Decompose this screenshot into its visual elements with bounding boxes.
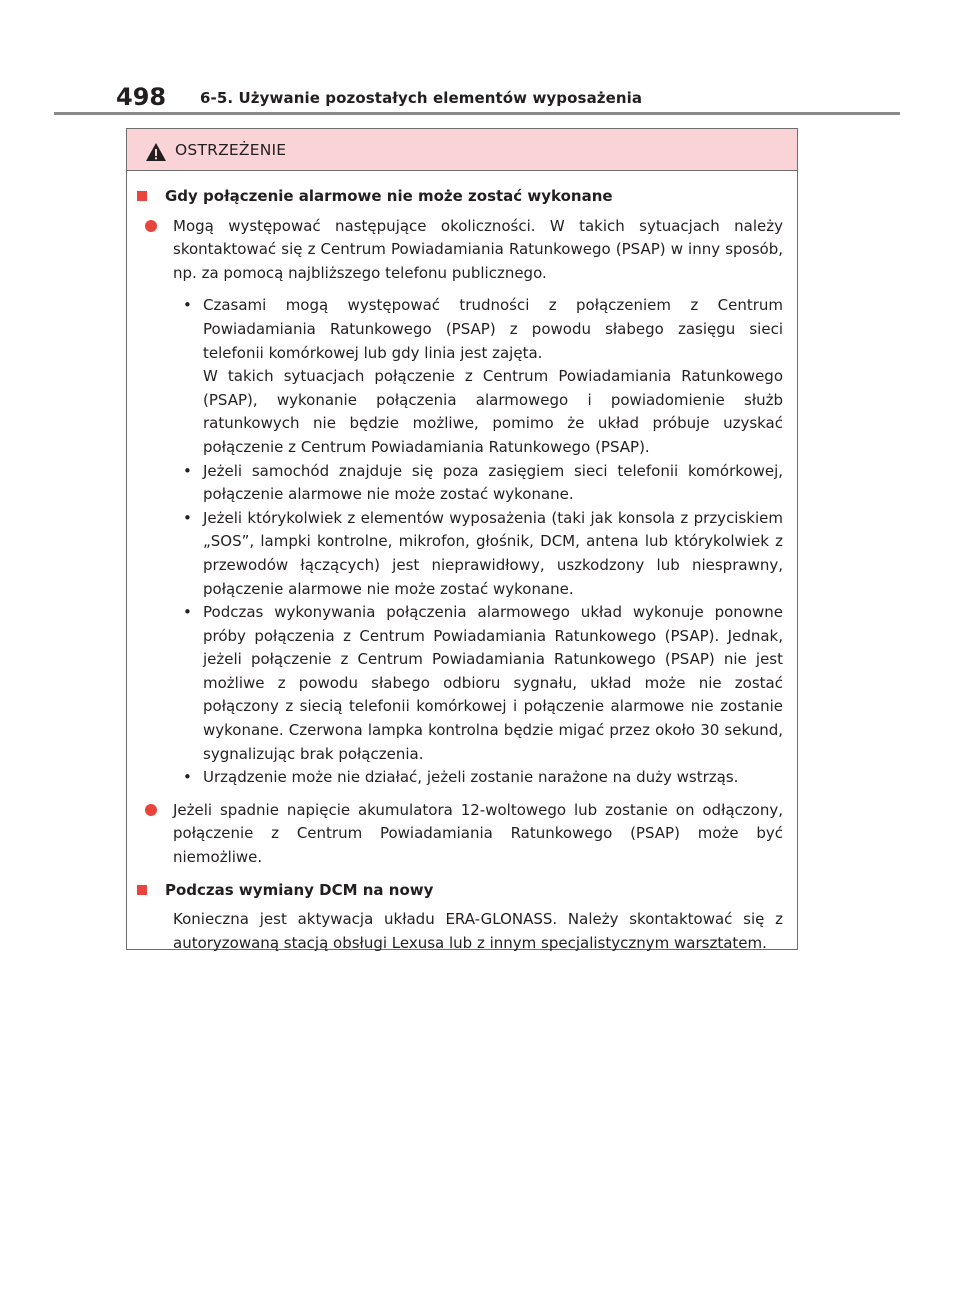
item-text: Mogą występować następujące okoliczności. W takich sytuacjach należy skontaktować się z Centrum Powiadamiania Ratunkowego (PSAP) w inny sposób, np. za pomocą najbliższego telefonu publicznego. [173, 216, 783, 282]
section-body: Konieczna jest aktywacja układu ERA-GLONASS. Należy skontaktować się z autoryzowaną stacją obsługi Lexusa lub z innym specjalistycznym warsztatem. [173, 910, 783, 952]
bullet-item: • Czasami mogą występować trudności z połączeniem z Centrum Powiadamiania Ratunkowego (PSAP) z powodu słabego zasięgu sieci telefonii komórkowej lub gdy linia jest zajęta. W takich sytuacjach połączenie z Centrum Powiadamiania Ratunkowego (PSAP), wykonanie połączenia alarmowego i powiadomienie służb ratunkowych nie będzie możliwe, pomimo że układ próbuje uzyskać połączenie z Centrum Powiadamiania Ratunkowego (PSAP). [183, 296, 783, 456]
page-header [116, 82, 900, 116]
bullet-item: • Jeżeli samochód znajduje się poza zasięgiem sieci telefonii komórkowej, połączenie alarmowe nie może zostać wykonane. [183, 461, 783, 504]
warning-content [127, 171, 797, 955]
section-heading: Podczas wymiany DCM na nowy [165, 879, 783, 903]
section-title: 6-5. Używanie pozostałych elementów wyposażenia [200, 89, 643, 107]
item-text: Jeżeli spadnie napięcie akumulatora 12-woltowego lub zostanie on odłączony, połączenie z Centrum Powiadamiania Ratunkowego (PSAP) może być niemożliwe. [173, 800, 783, 867]
list-item [165, 215, 783, 790]
warning-header [127, 129, 797, 171]
header-rule [54, 112, 900, 115]
section-heading: Gdy połączenie alarmowe nie może zostać wykonane [165, 185, 783, 209]
red-dot-icon [145, 804, 157, 816]
warning-box [126, 128, 798, 950]
bullet-item: • Urządzenie może nie działać, jeżeli zostanie narażone na duży wstrząs. [183, 768, 739, 787]
page-number: 498 [116, 83, 167, 111]
red-square-icon [137, 885, 147, 895]
warning-title: OSTRZEŻENIE [175, 141, 287, 159]
red-square-icon [137, 191, 147, 201]
red-dot-icon [145, 220, 157, 232]
section-emergency-call [127, 185, 797, 870]
bullet-item: • Jeżeli którykolwiek z elementów wyposażenia (taki jak konsola z przyciskiem „SOS”, lampki kontrolne, mikrofon, głośnik, DCM, antena lub którykolwiek z przewodów łączących) jest nieprawidłowy, uszkodzony lub niesprawny, połączenie alarmowe nie może zostać wykonane. [183, 508, 783, 598]
warning-triangle-icon [145, 142, 167, 162]
list-item [165, 799, 783, 870]
bullet-item: • Podczas wykonywania połączenia alarmowego układ wykonuje ponowne próby połączenia z Centrum Powiadamiania Ratunkowego (PSAP). Jednak, jeżeli połączenie z Centrum Powiadamiania Ratunkowego (PSAP) nie jest możliwe z powodu słabego odbioru sygnału, układ może nie zostać połączony z siecią telefonii komórkowej i połączenie alarmowe nie zostanie wykonane. Czerwona lampka kontrolna będzie migać przez około 30 sekund, sygnalizując brak połączenia. [183, 603, 783, 763]
bullet-list [173, 294, 783, 789]
section-dcm-replacement [127, 879, 797, 956]
